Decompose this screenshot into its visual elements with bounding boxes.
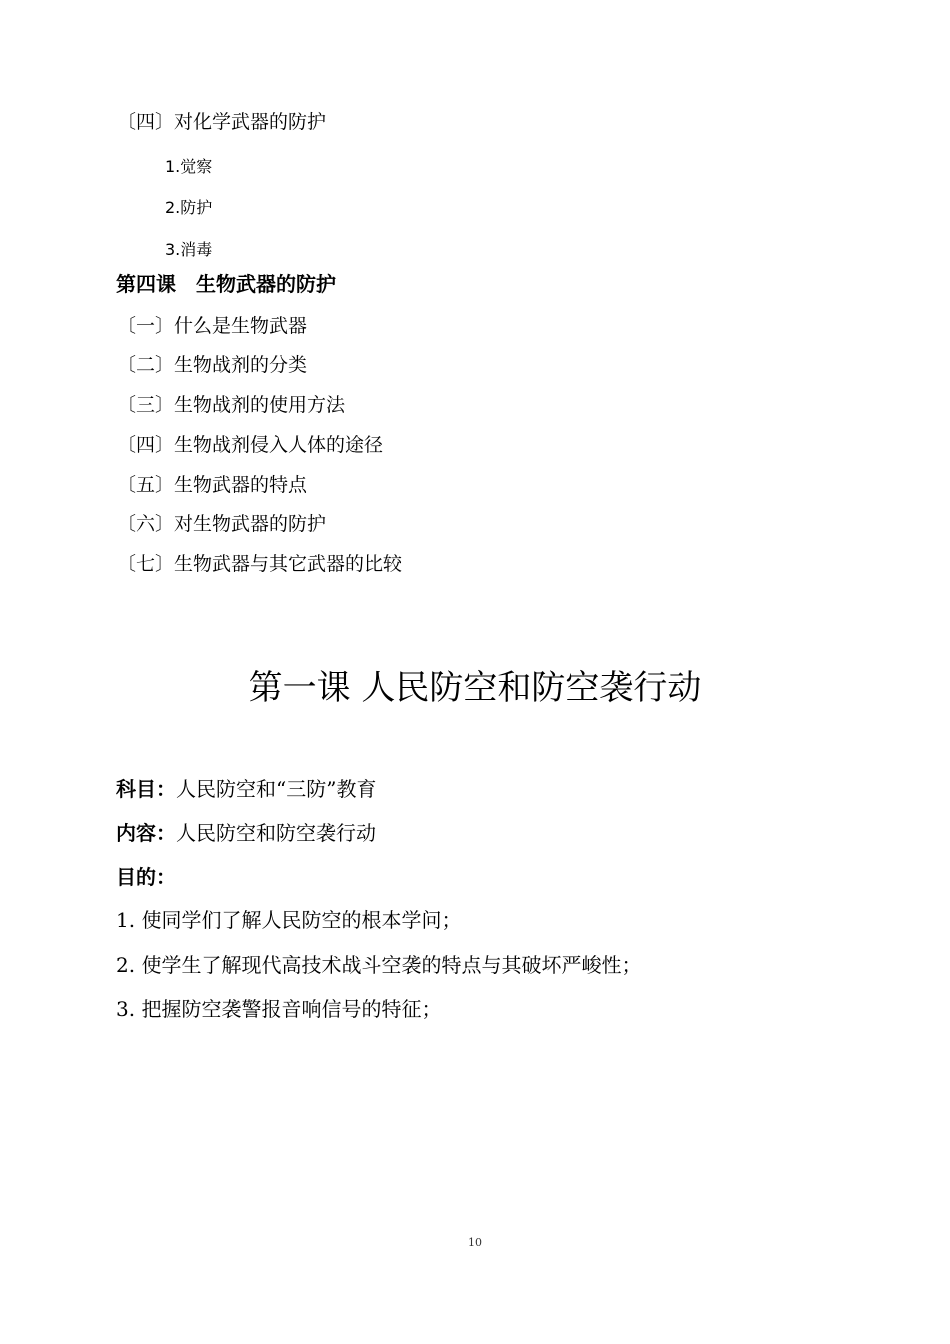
goal-number: 2. xyxy=(116,953,136,977)
content-line xyxy=(116,823,376,843)
content-value: 人民防空和防空袭行动 xyxy=(176,821,376,845)
lesson4-item: 〔二〕生物战剂的分类 xyxy=(117,354,308,376)
subject-value: 人民防空和“三防”教育 xyxy=(176,777,377,801)
content-label: 内容： xyxy=(116,821,176,845)
lesson4-item: 〔一〕什么是生物武器 xyxy=(117,315,308,337)
lesson4-title: 第四课 生物武器的防护 xyxy=(116,272,336,296)
lesson1-title: 第一课 人民防空和防空袭行动 xyxy=(248,668,702,708)
goal-text: 使同学们了解人民防空的根本学问； xyxy=(141,908,462,932)
lesson4-item: 〔四〕生物战剂侵入人体的途径 xyxy=(117,434,384,456)
goal-text: 使学生了解现代高技术战斗空袭的特点与其破坏严峻性； xyxy=(141,953,642,977)
sub-item-decontaminate: 3.消毒 xyxy=(165,240,213,259)
purpose-line xyxy=(116,867,176,887)
page-number: 10 xyxy=(468,1236,482,1249)
sub-item-detect: 1.觉察 xyxy=(165,157,213,176)
subject-line xyxy=(116,779,376,799)
sub-item-protect: 2.防护 xyxy=(165,198,213,217)
subject-label: 科目： xyxy=(116,777,176,801)
lesson4-item: 〔七〕生物武器与其它武器的比较 xyxy=(117,553,403,575)
lesson4-item: 〔六〕对生物武器的防护 xyxy=(117,513,327,535)
lesson4-item: 〔五〕生物武器的特点 xyxy=(117,474,308,496)
goal-item xyxy=(116,910,461,930)
goal-number: 3. xyxy=(116,997,136,1021)
goal-text: 把握防空袭警报音响信号的特征； xyxy=(141,997,442,1021)
goal-number: 1. xyxy=(116,908,136,932)
section-heading-chemical-protection: 〔四〕对化学武器的防护 xyxy=(117,111,327,133)
goal-item xyxy=(116,999,441,1019)
goal-item xyxy=(116,955,641,975)
purpose-label: 目的： xyxy=(116,865,176,889)
lesson4-item: 〔三〕生物战剂的使用方法 xyxy=(117,394,346,416)
